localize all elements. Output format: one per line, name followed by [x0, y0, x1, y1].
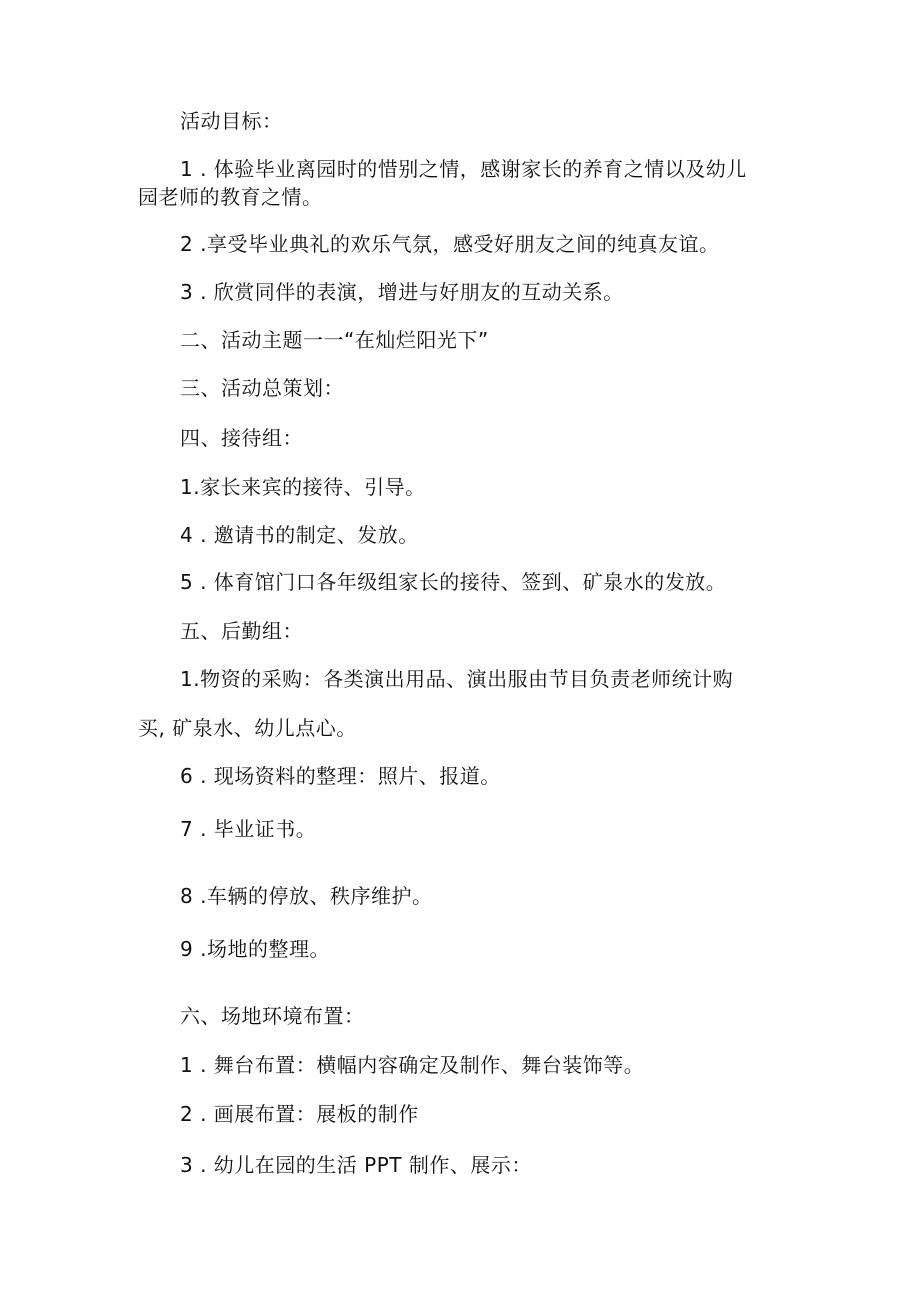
logistics-item-6: 6 . 现场资料的整理：照片、报道。	[180, 764, 501, 788]
reception-item-4: 4 . 邀请书的制定、发放。	[180, 523, 419, 547]
venue-item-2: 2 . 画展布置：展板的制作	[180, 1102, 419, 1126]
goal-item-2: 2 .享受毕业典礼的欢乐气氛，感受好朋友之间的纯真友谊。	[180, 232, 720, 256]
reception-item-5: 5 . 体育馆门口各年级组家长的接待、签到、矿泉水的发放。	[180, 570, 727, 594]
goal-item-1: 1 . 体验毕业离园时的惜别之情，感谢家长的养育之情以及幼儿	[180, 157, 747, 181]
section-heading-venue: 六、场地环境布置：	[180, 1004, 365, 1028]
section-heading-logistics: 五、后勤组：	[180, 619, 303, 643]
section-heading-theme: 二、活动主题一一“在灿烂阳光下”	[180, 328, 489, 352]
logistics-item-1-continued: 买, 矿泉水、幼儿点心。	[138, 716, 357, 740]
section-heading-planning: 三、活动总策划：	[180, 376, 344, 400]
section-heading-goals: 活动目标：	[180, 109, 283, 133]
venue-item-1: 1 . 舞台布置：横幅内容确定及制作、舞台装饰等。	[180, 1053, 645, 1077]
venue-item-3: 3 . 幼儿在园的生活 PPT 制作、展示：	[180, 1153, 532, 1177]
logistics-item-9: 9 .场地的整理。	[180, 937, 330, 961]
logistics-item-7: 7 . 毕业证书。	[180, 817, 317, 841]
goal-item-3: 3 . 欣赏同伴的表演，增进与好朋友的互动关系。	[180, 280, 624, 304]
goal-item-1-continued: 园老师的教育之情。	[138, 185, 323, 209]
reception-item-1: 1.家长来宾的接待、引导。	[180, 475, 426, 499]
logistics-item-1: 1.物资的采购：各类演出用品、演出服由节目负责老师统计购	[180, 667, 734, 691]
section-heading-reception: 四、接待组：	[180, 426, 303, 450]
logistics-item-8: 8 .车辆的停放、秩序维护。	[180, 884, 433, 908]
